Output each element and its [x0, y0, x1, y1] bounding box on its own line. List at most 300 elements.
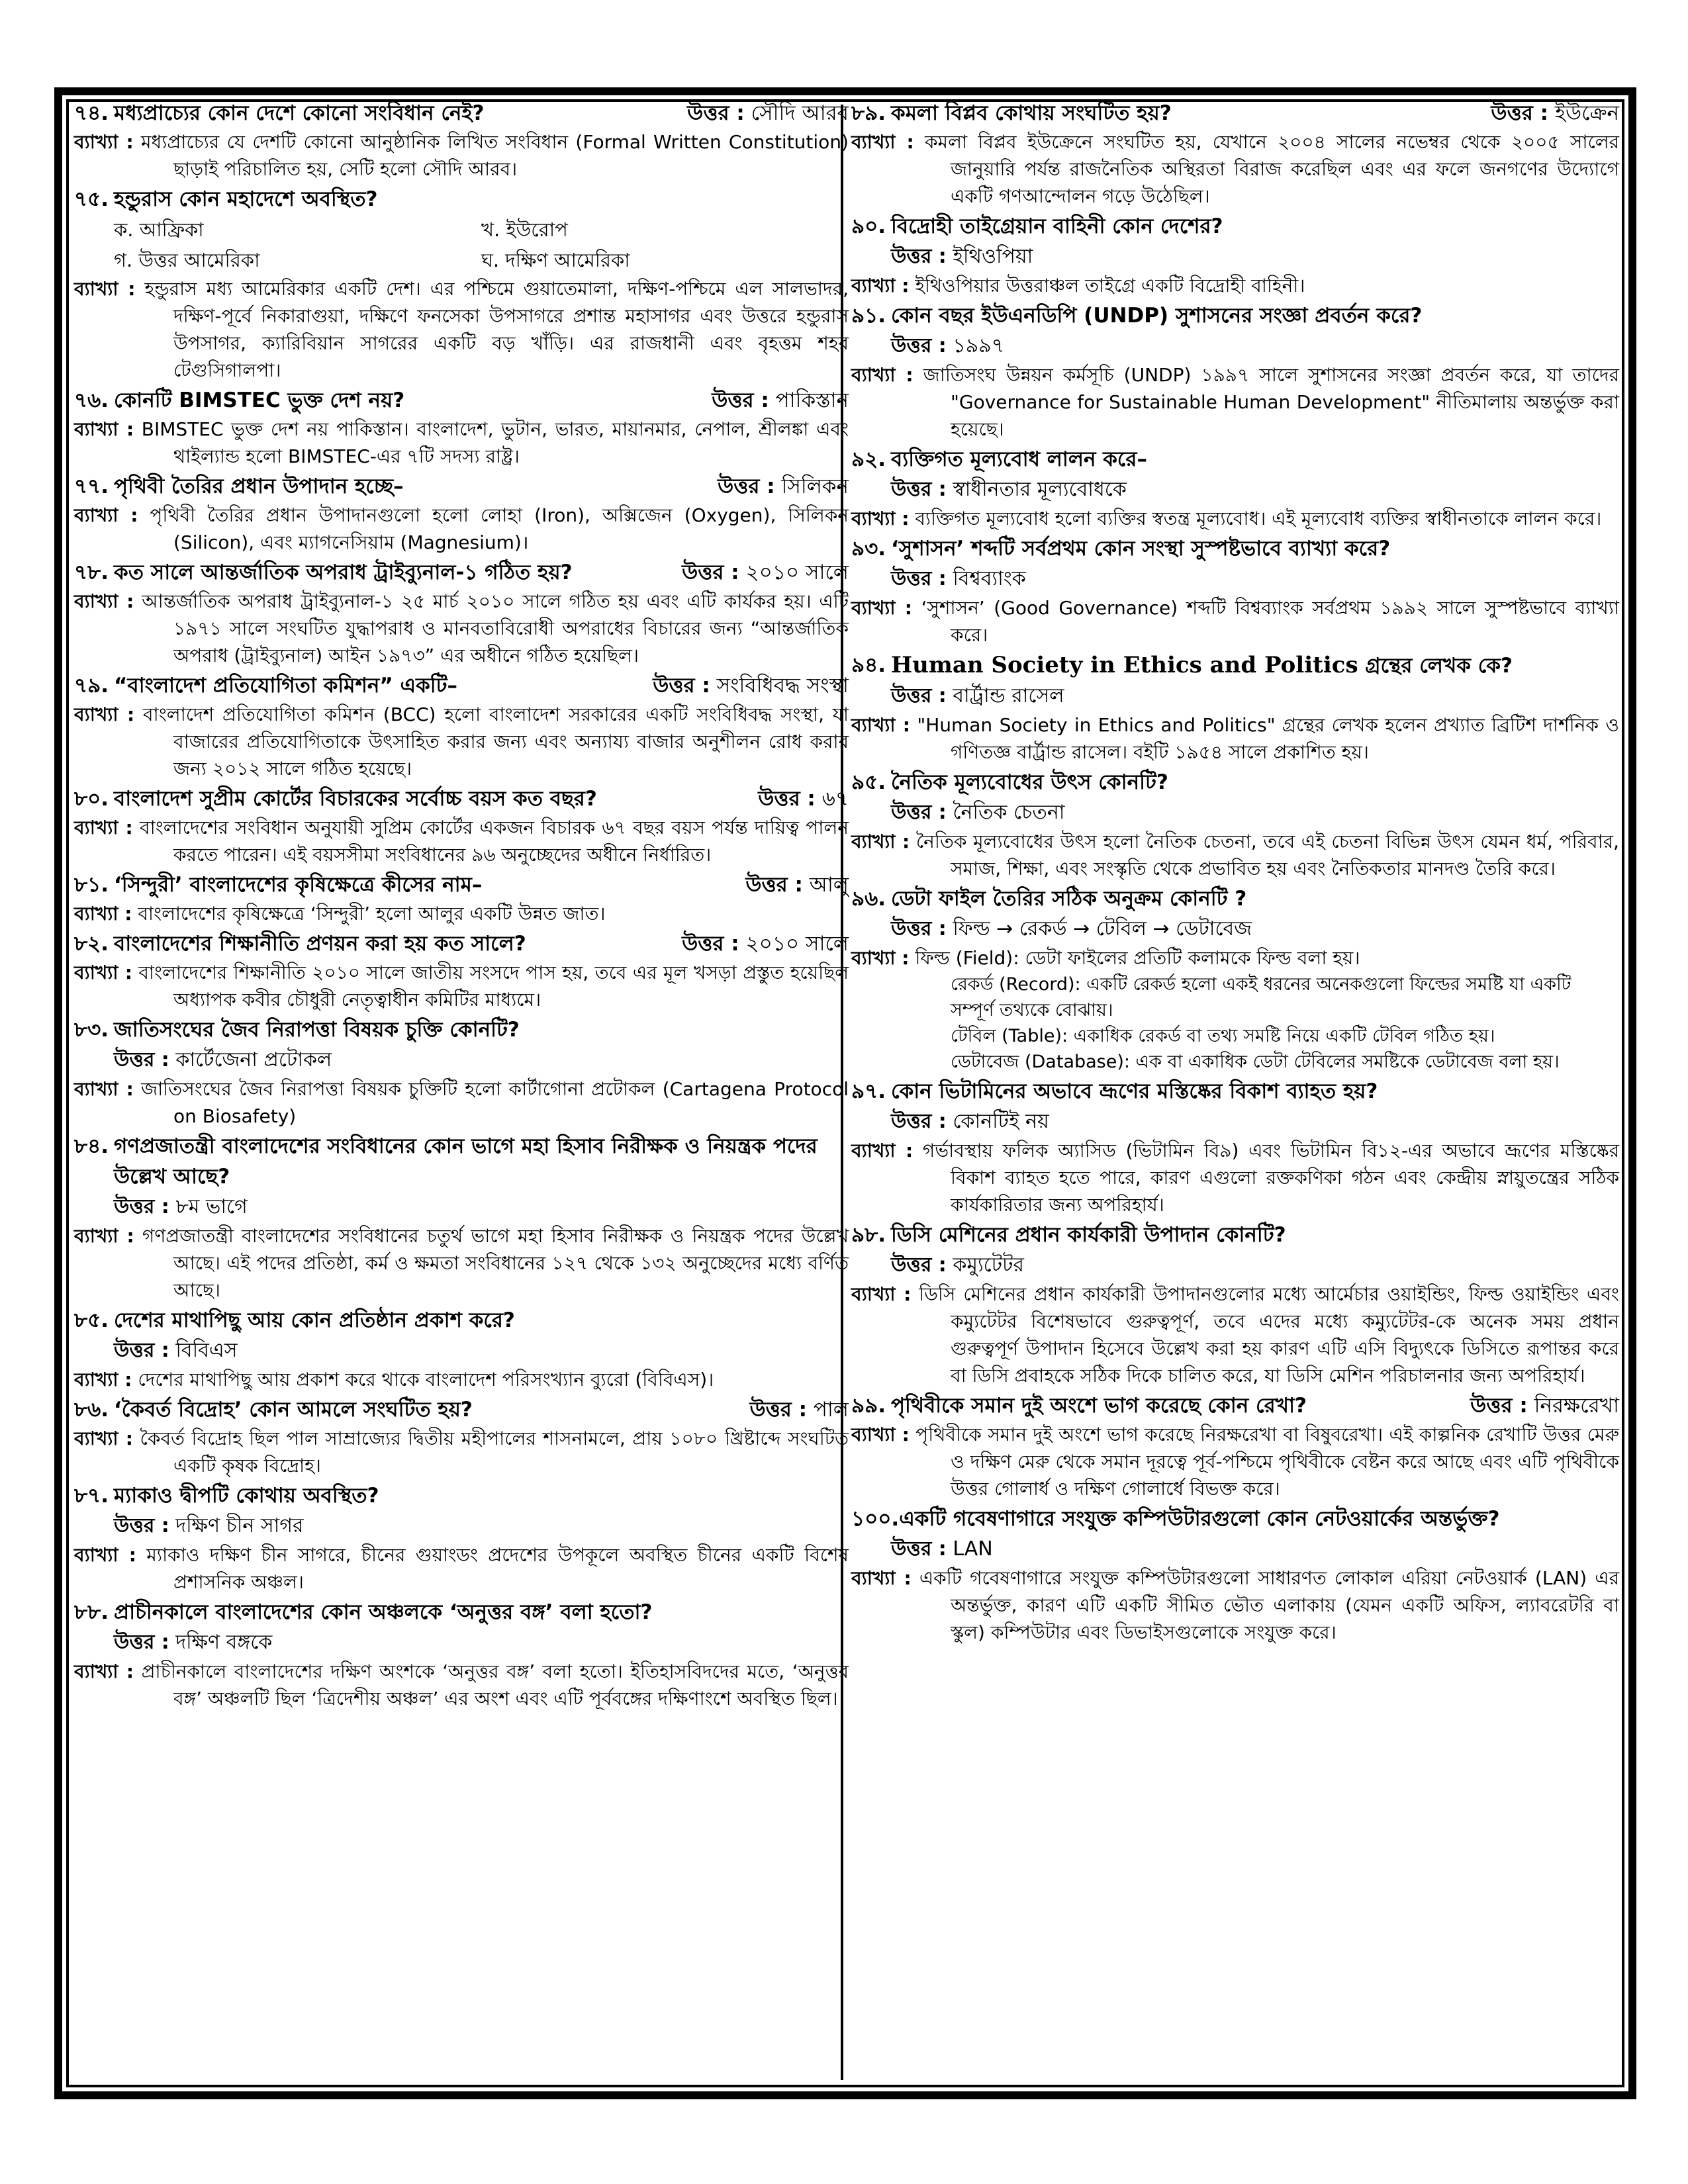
answer-value: সৌদি আরব	[751, 101, 849, 125]
book-title: Human Society in Ethics and Politics	[891, 652, 1358, 678]
question-text: কোন ভিটামিনের অভাবে ভ্রূণের মস্তিষ্কের বিকাশ ব্যাহত হয়?	[891, 1079, 1378, 1103]
explanation-label: ব্যাখ্যা :	[74, 1544, 136, 1566]
answer-line	[851, 564, 1619, 594]
question-number: ৭৭.	[74, 475, 109, 498]
explanation	[851, 828, 1619, 882]
answer-label: উত্তর :	[682, 932, 739, 956]
question-block	[74, 1305, 849, 1393]
question-line	[74, 1597, 849, 1627]
explanation	[851, 711, 1619, 766]
question-block	[74, 870, 849, 927]
answer-line	[74, 1511, 849, 1541]
answer-label: উত্তর :	[114, 1514, 169, 1537]
explanation-text: পৃথিবী তৈরির প্রধান উপাদানগুলো হলো লোহা (Iron), অক্সিজেন (Oxygen), সিলিকন (Silicon), এবং ম্যাগনেসিয়াম (Magnesium)।	[150, 504, 849, 553]
question-block	[851, 767, 1619, 882]
question-text-wrap	[891, 650, 1619, 681]
explanation-label: ব্যাখ্যা :	[74, 278, 136, 300]
answer-line	[851, 914, 1619, 944]
explanation-label: ব্যাখ্যা :	[851, 1140, 914, 1161]
question-block	[74, 1394, 849, 1479]
question-text: ‘সুশাসন’ শব্দটি সর্বপ্রথম কোন সংস্থা সুস্পষ্টভাবে ব্যাখ্যা করে?	[891, 537, 1391, 561]
answer-value: নৈতিক চেতনা	[953, 801, 1065, 824]
answer-value: বিশ্বব্যাংক	[953, 567, 1026, 590]
explanation	[74, 1366, 849, 1393]
explanation	[74, 900, 849, 927]
question-text: ‘কৈবর্ত বিদ্রোহ’ কোন আমলে সংঘটিত হয়?	[114, 1398, 473, 1422]
question-line	[851, 98, 1619, 128]
explanation-text: বাংলাদেশের কৃষিক্ষেত্রে ‘সিন্দুরী’ হলো আলুর একটি উন্নত জাত।	[138, 903, 606, 925]
explanation-subline: টেবিল (Table): একাধিক রেকর্ড বা তথ্য সমষ্টি নিয়ে একটি টেবিল গঠিত হয়।	[951, 1026, 1495, 1046]
question-number: ৯৮.	[851, 1223, 886, 1247]
question-text-wrap	[114, 1305, 849, 1336]
question-line	[74, 184, 849, 214]
question-block	[851, 884, 1619, 1075]
explanation-label: ব্যাখ্যা :	[74, 962, 132, 983]
question-text: মধ্যপ্রাচ্যের কোন দেশে কোনো সংবিধান নেই?	[114, 101, 485, 125]
explanation-label: ব্যাখ্যা :	[851, 275, 910, 296]
question-number: ৮৫.	[74, 1308, 109, 1332]
question-text-wrap	[114, 184, 849, 214]
explanation-label: ব্যাখ্যা :	[74, 418, 134, 440]
answer-line	[851, 331, 1619, 361]
question-line	[851, 300, 1619, 331]
answer-value: ২০১০ সালে	[745, 932, 849, 956]
option: খ. ইউরোপ	[481, 218, 568, 241]
answer-value: স্বাধীনতার মূল্যবোধকে	[953, 478, 1127, 501]
question-text-wrap	[114, 557, 671, 588]
answer-value: ইথিওপিয়া	[953, 245, 1033, 268]
answer-line	[851, 242, 1619, 272]
question-text: নৈতিক মূল্যবোধের উৎস কোনটি?	[891, 770, 1168, 794]
question-block	[851, 211, 1619, 299]
explanation-label: ব্যাখ্যা :	[851, 1424, 910, 1445]
question-text: ডিসি মেশিনের প্রধান কার্যকারী উপাদান কোনটি?	[891, 1223, 1286, 1247]
question-text: ‘সিন্দুরী’ বাংলাদেশের কৃষিক্ষেত্রে কীসের নাম–	[114, 873, 483, 897]
question-line	[74, 385, 849, 416]
explanation-label: ব্যাখ্যা :	[851, 131, 914, 153]
explanation	[851, 1565, 1619, 1646]
explanation	[74, 1222, 849, 1304]
inline-answer	[682, 557, 849, 588]
question-block	[851, 1076, 1619, 1218]
question-line	[851, 767, 1619, 797]
question-text: বাংলাদেশের শিক্ষানীতি প্রণয়ন করা হয় কত সালে?	[114, 932, 526, 956]
explanation-text: জাতিসংঘ উন্নয়ন কর্মসূচি (UNDP) ১৯৯৭ সালে সুশাসনের সংজ্ঞা প্রবর্তন করে, যা তাদের "Governance for Sustainable Human Development" নীতিমালায় অন্তর্ভুক্ত করা হয়েছে।	[923, 364, 1620, 440]
question-line	[851, 1220, 1619, 1250]
question-text-wrap	[891, 884, 1619, 914]
explanation-text: ‘সুশাসন’ (Good Governance) শব্দটি বিশ্বব্যাংক সর্বপ্রথম ১৯৯২ সালে সুস্পষ্টভাবে ব্যাখ্যা করে।	[921, 597, 1619, 646]
question-block	[74, 385, 849, 470]
question-number: ৯৫.	[851, 770, 886, 794]
answer-label: উত্তর :	[891, 567, 947, 590]
question-text-wrap	[891, 1390, 1460, 1421]
question-text-wrap	[891, 1220, 1619, 1250]
question-number: ৯০.	[851, 214, 886, 238]
question-line	[74, 1305, 849, 1336]
question-block	[74, 1015, 849, 1130]
question-number: ৮৪.	[74, 1134, 109, 1158]
answer-value: LAN	[953, 1537, 993, 1561]
answer-value: ফিল্ড → রেকর্ড → টেবিল → ডেটাবেজ	[953, 917, 1252, 940]
question-text: গ্রন্থের লেখক কে?	[1365, 654, 1513, 678]
question-block	[851, 1220, 1619, 1389]
explanation-text: গর্ভাবস্থায় ফলিক অ্যাসিড (ভিটামিন বি৯) এবং ভিটামিন বি১২-এর অভাবে ভ্রূণের মস্তিষ্কের বিকাশ ব্যাহত হতে পারে, কারণ এগুলো রক্তকণিকা গঠন এবং কেন্দ্রীয় স্নায়ুতন্ত্রের সঠিক কার্যকারিতার জন্য অপরিহার্য।	[922, 1140, 1619, 1216]
question-number: ৮৮.	[74, 1600, 109, 1624]
answer-label: উত্তর :	[891, 334, 947, 357]
explanation-text: দেশের মাথাপিছু আয় প্রকাশ করে থাকে বাংলাদেশ পরিসংখ্যান ব্যুরো (বিবিএস)।	[138, 1369, 714, 1390]
question-line	[74, 1131, 849, 1192]
explanation	[74, 959, 849, 1013]
question-line	[851, 650, 1619, 681]
answer-label: উত্তর :	[1491, 101, 1548, 125]
options-grid	[74, 214, 849, 275]
explanation-text: নৈতিক মূল্যবোধের উৎস হলো নৈতিক চেতনা, তবে এই চেতনা বিভিন্ন উৎস যেমন ধর্ম, পরিবার, সমাজ, শিক্ষা, এবং সংস্কৃতি থেকে প্রভাবিত হয় এবং নৈতিকতার মানদণ্ড তৈরি করে।	[915, 831, 1619, 880]
explanation-text: ব্যক্তিগত মূল্যবোধ হলো ব্যক্তির স্বতন্ত্র মূল্যবোধ। এই মূল্যবোধ ব্যক্তির স্বাধীনতাকে লালন করে।	[915, 508, 1602, 529]
answer-value: কম্যুটেটর	[953, 1253, 1024, 1277]
question-block	[74, 98, 849, 183]
explanation-label: ব্যাখ্যা :	[74, 504, 138, 526]
question-block	[851, 300, 1619, 443]
explanation	[74, 588, 849, 669]
explanation	[74, 275, 849, 384]
question-block	[851, 1504, 1619, 1646]
question-text-wrap	[114, 784, 747, 814]
explanation	[851, 1281, 1619, 1389]
question-text: কোনটি BIMSTEC ভুক্ত দেশ নয়?	[114, 388, 405, 412]
inline-answer	[745, 870, 849, 900]
question-number: ৮৩.	[74, 1018, 109, 1042]
explanation	[851, 128, 1619, 210]
explanation	[851, 944, 1619, 972]
question-text: ডেটা ফাইল তৈরির সঠিক অনুক্রম কোনটি ?	[891, 887, 1247, 911]
question-number: ৮৭.	[74, 1484, 109, 1508]
question-text: ম্যাকাও দ্বীপটি কোথায় অবস্থিত?	[114, 1484, 379, 1508]
question-line	[851, 444, 1619, 475]
explanation	[74, 1541, 849, 1596]
question-line	[851, 1504, 1619, 1534]
question-line	[74, 929, 849, 959]
answer-label: উত্তর :	[114, 1339, 169, 1362]
explanation-text: জাতিসংঘের জৈব নিরাপত্তা বিষয়ক চুক্তিটি হলো কার্টাগোনা প্রটোকল (Cartagena Protocol on Biosafety)	[141, 1078, 849, 1127]
answer-label: উত্তর :	[682, 561, 739, 584]
explanation-text: ফিল্ড (Field): ডেটা ফাইলের প্রতিটি কলামকে ফিল্ড বলা হয়।	[915, 947, 1360, 969]
explanation	[74, 502, 849, 556]
question-text-wrap	[114, 929, 671, 959]
question-text-wrap	[114, 1597, 849, 1627]
question-text: বাংলাদেশ সুপ্রীম কোর্টের বিচারকের সর্বোচ্চ বয়স কত বছর?	[114, 787, 597, 811]
question-text: দেশের মাথাপিছু আয় কোন প্রতিষ্ঠান প্রকাশ করে?	[114, 1308, 515, 1332]
question-text: পৃথিবী তৈরির প্রধান উপাদান হচ্ছে–	[114, 475, 404, 498]
explanation-text: বাংলাদেশের শিক্ষানীতি ২০১০ সালে জাতীয় সংসদে পাস হয়, তবে এর মূল খসড়া প্রস্তুত হয়েছিল অধ্যাপক কবীর চৌধুরী নেতৃত্বাধীন কমিটির মাধ্যমে।	[138, 962, 849, 1011]
question-line	[74, 471, 849, 502]
answer-line	[74, 1336, 849, 1366]
question-block	[851, 1390, 1619, 1502]
answer-label: উত্তর :	[718, 475, 775, 498]
question-block	[74, 1597, 849, 1712]
explanation-label: ব্যাখ্যা :	[851, 364, 914, 386]
question-text-wrap	[114, 385, 701, 416]
question-number: ৯৪.	[851, 653, 886, 677]
answer-value: ১৯৯৭	[953, 334, 1005, 357]
question-text-wrap	[114, 1480, 849, 1511]
explanation-text: BIMSTEC ভুক্ত দেশ নয় পাকিস্তান। বাংলাদেশ, ভুটান, ভারত, মায়ানমার, নেপাল, শ্রীলঙ্কা এবং থাইল্যান্ড হলো BIMSTEC-এর ৭টি সদস্য রাষ্ট্র।	[141, 418, 849, 467]
explanation	[74, 1075, 849, 1130]
explanation	[74, 128, 849, 183]
explanation	[851, 361, 1619, 443]
answer-line	[851, 1107, 1619, 1137]
question-text: জাতিসংঘের জৈব নিরাপত্তা বিষয়ক চুক্তি কোনটি?	[114, 1018, 520, 1042]
explanation-label: ব্যাখ্যা :	[851, 1567, 912, 1589]
explanation-label: ব্যাখ্যা :	[851, 1283, 912, 1305]
answer-label: উত্তর :	[891, 684, 947, 707]
answer-value: বার্ট্রান্ড রাসেল	[953, 684, 1064, 707]
question-text-wrap	[114, 1131, 849, 1192]
question-block	[851, 98, 1619, 210]
explanation	[74, 416, 849, 470]
question-number: ৮০.	[74, 787, 109, 811]
inline-answer	[682, 929, 849, 959]
explanation-text: কৈবর্ত বিদ্রোহ ছিল পাল সাম্রাজ্যের দ্বিতীয় মহীপালের শাসনামলে, প্রায় ১০৮০ খ্রিষ্টাব্দে সংঘটিত একটি কৃষক বিদ্রোহ।	[140, 1428, 849, 1477]
question-text-wrap	[114, 471, 707, 502]
answer-line	[74, 1045, 849, 1075]
answer-value: আলু	[809, 873, 849, 897]
inline-answer	[1491, 98, 1619, 128]
answer-value: দক্ষিণ চীন সাগর	[175, 1514, 304, 1537]
answer-label: উত্তর :	[891, 245, 947, 268]
question-number: ৮৯.	[851, 101, 886, 125]
explanation	[851, 272, 1619, 299]
question-line	[851, 1076, 1619, 1107]
explanation-label: ব্যাখ্যা :	[74, 903, 132, 925]
explanation-label: ব্যাখ্যা :	[74, 1428, 134, 1449]
explanation-text: পৃথিবীকে সমান দুই অংশে ভাগ করেছে নিরক্ষরেখা বা বিষুবরেখা। এই কাল্পনিক রেখাটি উত্তর মেরু ও দক্ষিণ মেরু থেকে সমান দূরত্বে পূর্ব-পশ্চিমে পৃথিবীকে বেষ্টন করে আছে এবং এটি পৃথিবীকে উত্তর গোলার্ধ ও দক্ষিণ গোলার্ধে বিভক্ত করে।	[915, 1424, 1619, 1500]
inline-answer	[749, 1394, 849, 1425]
answer-line	[851, 1250, 1619, 1281]
question-line	[74, 1394, 849, 1425]
answer-value: ৮ম ভাগে	[175, 1195, 248, 1218]
question-block	[74, 184, 849, 384]
explanation	[851, 594, 1619, 649]
question-number: ৭৫.	[74, 187, 109, 211]
answer-line	[851, 1534, 1619, 1565]
question-block	[74, 1131, 849, 1304]
explanation-label: ব্যাখ্যা :	[74, 1225, 134, 1247]
answer-value: কোনটিই নয়	[953, 1110, 1049, 1133]
question-line	[74, 670, 849, 701]
explanation-label: ব্যাখ্যা :	[74, 1369, 132, 1390]
explanation-label: ব্যাখ্যা :	[74, 704, 135, 725]
question-block	[851, 444, 1619, 532]
explanation	[74, 701, 849, 782]
answer-value: পাল	[813, 1398, 849, 1422]
explanation	[851, 1137, 1619, 1218]
question-text-wrap	[114, 870, 735, 900]
question-text-wrap	[899, 1504, 1619, 1534]
explanation-text: ইথিওপিয়ার উত্তরাঞ্চল তাইগ্রে একটি বিদ্রোহী বাহিনী।	[915, 275, 1305, 296]
answer-value: ৬৭	[821, 787, 849, 811]
question-text: কোন বছর ইউএনডিপি (UNDP) সুশাসনের সংজ্ঞা প্রবর্তন করে?	[891, 304, 1423, 328]
inline-answer	[718, 471, 849, 502]
answer-label: উত্তর :	[745, 873, 803, 897]
answer-value: নিরক্ষরেখা	[1534, 1394, 1619, 1418]
question-text-wrap	[891, 767, 1619, 797]
explanation-label: ব্যাখ্যা :	[74, 131, 134, 153]
explanation-text: একটি গবেষণাগারে সংযুক্ত কম্পিউটারগুলো সাধারণত লোকাল এরিয়া নেটওয়ার্ক (LAN) এর অন্তর্ভুক্ত, কারণ এটি একটি সীমিত ভৌত এলাকায় (যেমন একটি অফিস, ল্যাবরেটরি বা স্কুল) কম্পিউটার এবং ডিভাইসগুলোকে সংযুক্ত করে।	[919, 1567, 1619, 1643]
answer-label: উত্তর :	[114, 1195, 169, 1218]
explanation-label: ব্যাখ্যা :	[74, 1078, 134, 1100]
explanation-subline: রেকর্ড (Record): একটি রেকর্ড হলো একই ধরনের অনেকগুলো ফিল্ডের সমষ্টি যা একটি সম্পূর্ণ তথ্যকে বোঝায়।	[951, 974, 1571, 1021]
question-number: ৯৯.	[851, 1394, 886, 1418]
question-number: ৯৩.	[851, 537, 886, 561]
question-text-wrap	[891, 300, 1619, 331]
explanation-text: আন্তর্জাতিক অপরাধ ট্রাইব্যুনাল-১ ২৫ মার্চ ২০১০ সালে গঠিত হয় এবং এটি কার্যকর হয়। এটি ১৯৭১ সালে সংঘটিত যুদ্ধাপরাধ ও মানবতাবিরোধী অপরাধের বিচারের জন্য “আন্তর্জাতিক অপরাধ (ট্রাইব্যুনাল) আইন ১৯৭৩” এর অধীনে গঠিত হয়েছিল।	[142, 590, 849, 666]
question-text-wrap	[891, 444, 1619, 475]
answer-label: উত্তর :	[712, 388, 769, 412]
answer-line	[851, 797, 1619, 828]
question-line	[851, 1390, 1619, 1421]
question-block	[851, 650, 1619, 766]
question-text-wrap	[114, 670, 642, 701]
question-line	[74, 870, 849, 900]
question-text-wrap	[891, 1076, 1619, 1107]
explanation-text: মধ্যপ্রাচ্যের যে দেশটি কোনো আনুষ্ঠানিক লিখিত সংবিধান (Formal Written Constitution) ছাড়াই পরিচালিত হয়, সেটি হলো সৌদি আরব।	[140, 131, 849, 180]
answer-line	[74, 1627, 849, 1658]
question-block	[74, 784, 849, 868]
answer-value: ইউক্রেন	[1554, 101, 1619, 125]
answer-label: উত্তর :	[114, 1048, 169, 1071]
option: ঘ. দক্ষিণ আমেরিকা	[481, 249, 630, 271]
question-line	[74, 1015, 849, 1045]
explanation-text: ম্যাকাও দক্ষিণ চীন সাগরে, চীনের গুয়াংডং প্রদেশের উপকূলে অবস্থিত চীনের একটি বিশেষ প্রশাসনিক অঞ্চল।	[146, 1544, 849, 1593]
explanation	[74, 814, 849, 868]
explanation-text: "Human Society in Ethics and Politics" গ্রন্থের লেখক হলেন প্রখ্যাত ব্রিটিশ দার্শনিক ও গণিতজ্ঞ বার্ট্রান্ড রাসেল। বইটি ১৯৫৪ সালে প্রকাশিত হয়।	[917, 714, 1619, 763]
explanation-text: বাংলাদেশ প্রতিযোগিতা কমিশন (BCC) হলো বাংলাদেশ সরকারের একটি সংবিধিবদ্ধ সংস্থা, যা বাজারের প্রতিযোগিতাকে উৎসাহিত করার জন্য এবং অন্যায্য বাজার অনুশীলন রোধ করার জন্য ২০১২ সালে গঠিত হয়েছে।	[142, 704, 849, 780]
answer-label: উত্তর :	[891, 801, 947, 824]
left-column	[74, 98, 849, 1713]
answer-label: উত্তর :	[749, 1398, 807, 1422]
answer-label: উত্তর :	[114, 1631, 169, 1654]
answer-label: উত্তর :	[653, 674, 710, 698]
answer-value: দক্ষিণ বঙ্গকে	[175, 1631, 273, 1654]
explanation-text: কমলা বিপ্লব ইউক্রেনে সংঘটিত হয়, যেখানে ২০০৪ সালের নভেম্বর থেকে ২০০৫ সালের জানুয়ারি পর্যন্ত রাজনৈতিক অস্থিরতা বিরাজ করেছিল এবং এর ফলে জনগণের উদ্যোগে একটি গণআন্দোলন গড়ে উঠেছিল।	[924, 131, 1619, 207]
inline-answer	[653, 670, 849, 701]
answer-value: ২০১০ সালে	[745, 561, 849, 584]
question-text: প্রাচীনকালে বাংলাদেশের কোন অঞ্চলকে ‘অনুত্তর বঙ্গ’ বলা হতো?	[114, 1600, 653, 1624]
answer-label: উত্তর :	[891, 917, 947, 940]
answer-line	[74, 1192, 849, 1222]
question-number: ৮৬.	[74, 1398, 109, 1422]
question-text: গণপ্রজাতন্ত্রী বাংলাদেশের সংবিধানের কোন ভাগে মহা হিসাব নিরীক্ষক ও নিয়ন্ত্রক পদের উল্লেখ আছে?	[114, 1134, 818, 1189]
question-number: ১০০.	[851, 1507, 900, 1531]
question-line	[851, 211, 1619, 242]
question-line	[74, 784, 849, 814]
answer-value: বিবিএস	[175, 1339, 238, 1362]
question-line	[74, 557, 849, 588]
question-line	[851, 533, 1619, 564]
question-number: ৭৮.	[74, 561, 109, 584]
explanation-text: প্রাচীনকালে বাংলাদেশের দক্ষিণ অংশকে ‘অনুত্তর বঙ্গ’ বলা হতো। ইতিহাসবিদদের মতে, ‘অনুত্তর বঙ্গ’ অঞ্চলটি ছিল ‘ত্রিদেশীয় অঞ্চল’ এর অংশ এবং এটি পূর্ববঙ্গের দক্ষিণাংশে অবস্থিত ছিল।	[141, 1661, 849, 1709]
answer-line	[851, 681, 1619, 711]
explanation	[74, 1425, 849, 1479]
explanation-label: ব্যাখ্যা :	[851, 714, 910, 736]
explanation-label: ব্যাখ্যা :	[851, 947, 910, 969]
explanation-label: ব্যাখ্যা :	[851, 597, 912, 619]
answer-value: কার্টেজেনা প্রটোকল	[175, 1048, 332, 1071]
question-text: “বাংলাদেশ প্রতিযোগিতা কমিশন” একটি–	[114, 674, 458, 698]
question-number: ৭৯.	[74, 674, 109, 698]
answer-label: উত্তর :	[891, 1253, 947, 1277]
explanation-label: ব্যাখ্যা :	[74, 817, 133, 839]
question-text: ব্যক্তিগত মূল্যবোধ লালন করে–	[891, 447, 1147, 471]
question-number: ৭৪.	[74, 101, 109, 125]
explanation-label: ব্যাখ্যা :	[74, 1661, 134, 1682]
inline-answer	[687, 98, 849, 128]
question-text: পৃথিবীকে সমান দুই অংশে ভাগ করেছে কোন রেখা?	[891, 1394, 1307, 1418]
explanation-subline: ডেটাবেজ (Database): এক বা একাধিক ডেটা টেবিলের সমষ্টিকে ডেটাবেজ বলা হয়।	[951, 1052, 1560, 1072]
explanation-label: ব্যাখ্যা :	[851, 508, 910, 529]
question-text-wrap	[891, 211, 1619, 242]
question-text: কমলা বিপ্লব কোথায় সংঘটিত হয়?	[891, 101, 1172, 125]
explanation	[851, 505, 1619, 532]
inline-answer	[758, 784, 849, 814]
answer-label: উত্তর :	[891, 478, 947, 501]
inline-answer	[1470, 1390, 1619, 1421]
explanation-text: হন্ডুরাস মধ্য আমেরিকার একটি দেশ। এর পশ্চিমে গুয়াতেমালা, দক্ষিণ-পশ্চিমে এল সালভাদর, দক্ষিণ-পূর্বে নিকারাগুয়া, দক্ষিণে ফনসেকা উপসাগরে প্রশান্ত মহাসাগর এবং উত্তরে হন্ডুরাস উপসাগর, ক্যারিবিয়ান সাগরের একটি বড় খাঁড়ি। এর রাজধানী এবং বৃহত্তম শহর টেগুসিগালপা।	[144, 278, 849, 381]
question-number: ৮২.	[74, 932, 109, 956]
question-line	[851, 884, 1619, 914]
question-number: ৯৬.	[851, 887, 886, 911]
explanation-label: ব্যাখ্যা :	[851, 831, 910, 852]
question-block	[74, 1480, 849, 1596]
question-block	[74, 471, 849, 556]
explanation-label: ব্যাখ্যা :	[74, 590, 134, 612]
question-block	[74, 670, 849, 782]
answer-line	[851, 475, 1619, 505]
explanation-text: গণপ্রজাতন্ত্রী বাংলাদেশের সংবিধানের চতুর্থ ভাগে মহা হিসাব নিরীক্ষক ও নিয়ন্ত্রক পদের উল্লেখ আছে। এই পদের প্রতিষ্ঠা, কর্ম ও ক্ষমতা সংবিধানের ১২৭ থেকে ১৩২ অনুচ্ছেদের মধ্যে বর্ণিত আছে।	[142, 1225, 849, 1301]
option: ক. আফ্রিকা	[114, 218, 204, 241]
question-text: বিদ্রোহী তাইগ্রেয়ান বাহিনী কোন দেশের?	[891, 214, 1223, 238]
question-text: একটি গবেষণাগারে সংযুক্ত কম্পিউটারগুলো কোন নেটওয়ার্কের অন্তর্ভুক্ত?	[899, 1507, 1500, 1531]
question-number: ৯২.	[851, 447, 886, 471]
answer-label: উত্তর :	[1470, 1394, 1528, 1418]
question-number: ৯৭.	[851, 1079, 886, 1103]
answer-label: উত্তর :	[891, 1110, 947, 1133]
explanation	[851, 1421, 1619, 1502]
inline-answer	[712, 385, 849, 416]
question-text-wrap	[114, 1015, 849, 1045]
explanation-text: বাংলাদেশের সংবিধান অনুযায়ী সুপ্রিম কোর্টের একজন বিচারক ৬৭ বছর বয়স পর্যন্ত দায়িত্ব পালন করতে পারেন। এই বয়সসীমা সংবিধানের ৯৬ অনুচ্ছেদের অধীনে নির্ধারিত।	[140, 817, 849, 866]
question-text-wrap	[114, 1394, 739, 1425]
answer-label: উত্তর :	[758, 787, 816, 811]
explanation-text: ডিসি মেশিনের প্রধান কার্যকারী উপাদানগুলোর মধ্যে আর্মেচার ওয়াইন্ডিং, ফিল্ড ওয়াইন্ডিং এবং কম্যুটেটর বিশেষভাবে গুরুত্বপূর্ণ, তবে এদের মধ্যে কম্যুটেটর-কে অনেক সময় প্রধান গুরুত্বপূর্ণ উপাদান হিসেবে উল্লেখ করা হয় কারণ এটি এসি বিদ্যুৎকে ডিসিতে রূপান্তর করে বা ডিসি প্রবাহকে সঠিক দিকে চালিত করে, যা ডিসি মেশিন পরিচালনার জন্য অপরিহার্য।	[919, 1283, 1619, 1387]
question-number: ৯১.	[851, 304, 886, 328]
question-number: ৭৬.	[74, 388, 109, 412]
answer-label: উত্তর :	[687, 101, 745, 125]
option: গ. উত্তর আমেরিকা	[114, 249, 260, 271]
question-line	[74, 98, 849, 128]
answer-value: সংবিধিবদ্ধ সংস্থা	[716, 674, 849, 698]
question-block	[74, 929, 849, 1013]
question-text-wrap	[891, 533, 1619, 564]
answer-label: উত্তর :	[891, 1537, 947, 1561]
question-block	[74, 557, 849, 669]
question-text: কত সালে আন্তর্জাতিক অপরাধ ট্রাইব্যুনাল-১ গঠিত হয়?	[114, 561, 573, 584]
question-text-wrap	[114, 98, 677, 128]
question-block	[851, 533, 1619, 649]
explanation	[74, 1658, 849, 1712]
question-line	[74, 1480, 849, 1511]
question-number: ৮১.	[74, 873, 109, 897]
